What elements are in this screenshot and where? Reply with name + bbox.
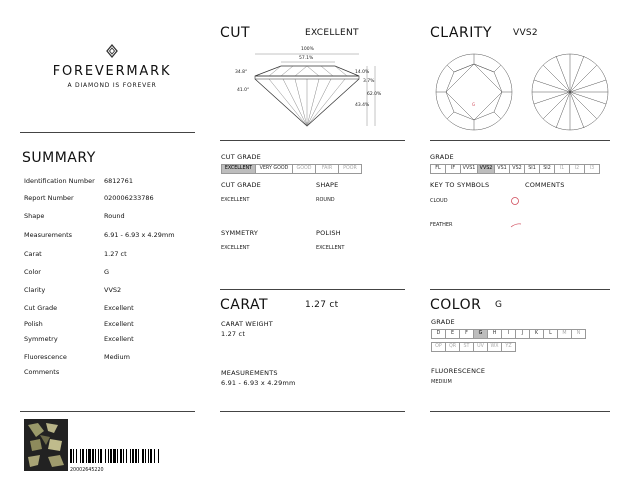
scale-cell: VERY GOOD — [255, 164, 292, 174]
summary-row-value: 6.91 - 6.93 x 4.29mm — [104, 231, 175, 239]
summary-row-label: Fluorescence — [24, 353, 67, 361]
summary-row-value: Excellent — [104, 335, 134, 343]
summary-row-value: G — [104, 268, 110, 276]
scale-cell: E — [445, 329, 459, 339]
summary-row-label: Cut Grade — [24, 304, 58, 312]
scale-cell: WX — [487, 342, 501, 352]
summary-row-label: Identification Number — [24, 177, 95, 185]
summary-row-label: Clarity — [24, 286, 46, 294]
scale-cell: F — [459, 329, 473, 339]
scale-cell: YZ — [501, 342, 516, 352]
color-grade-scale-row2 — [431, 342, 516, 352]
cut-field-label: SHAPE — [316, 181, 339, 189]
cut-rule — [220, 140, 405, 141]
scale-cell: IF — [445, 164, 460, 174]
diagram-total-depth: 62.0% — [367, 92, 382, 97]
clarity-grade-value: VVS2 — [513, 28, 538, 38]
summary-title: SUMMARY — [22, 150, 96, 166]
summary-row-label: Measurements — [24, 231, 73, 239]
scale-cell: N — [571, 329, 586, 339]
cut-title: CUT — [220, 25, 251, 41]
carat-top-rule — [220, 289, 405, 290]
scale-cell: L — [543, 329, 557, 339]
diamond-photo — [24, 419, 68, 471]
summary-row-value: Round — [104, 212, 125, 220]
diamond-logo-icon — [106, 44, 118, 58]
comments-label: COMMENTS — [525, 181, 565, 189]
summary-row-label: Shape — [24, 212, 45, 220]
carat-weight-value: 1.27 ct — [221, 330, 246, 338]
summary-row-value: Excellent — [104, 320, 134, 328]
diagram-top: 100% — [301, 47, 314, 52]
scale-cell: GOOD — [292, 164, 315, 174]
summary-row-value: Excellent — [104, 304, 134, 312]
cut-field-label: CUT GRADE — [221, 181, 261, 189]
scale-cell: SI1 — [524, 164, 539, 174]
scale-cell: QR — [445, 342, 459, 352]
summary-row-value: 6812761 — [104, 177, 133, 185]
carat-weight-label: CARAT WEIGHT — [221, 320, 273, 328]
brand-name: FOREVERMARK — [52, 64, 172, 79]
barcode — [70, 448, 194, 473]
left-top-rule — [20, 132, 195, 133]
summary-row-label: Report Number — [24, 194, 74, 202]
scale-cell: K — [529, 329, 543, 339]
scale-cell: I1 — [554, 164, 569, 174]
carat-title: CARAT — [220, 297, 269, 313]
clarity-title: CLARITY — [430, 25, 492, 41]
scale-cell: VS2 — [509, 164, 524, 174]
cut-field-label: POLISH — [316, 229, 341, 237]
scale-cell: G — [473, 329, 487, 339]
barcode-number: 20002645220 — [70, 468, 104, 473]
scale-cell: I3 — [584, 164, 600, 174]
cut-grade-scale-label: CUT GRADE — [221, 153, 261, 161]
symbol-feather-label: FEATHER — [430, 222, 453, 228]
key-to-symbols-label: KEY TO SYMBOLS — [430, 181, 490, 189]
clarity-grade-label: GRADE — [430, 153, 454, 161]
barcode-graphic — [70, 449, 194, 463]
measurements-value: 6.91 - 6.93 x 4.29mm — [221, 379, 296, 387]
summary-row-label: Comments — [24, 368, 60, 376]
clarity-grade-scale — [430, 164, 600, 174]
scale-cell: J — [515, 329, 529, 339]
diagram-pavilion-angle: 41.0° — [237, 88, 250, 93]
summary-row-label: Polish — [24, 320, 43, 328]
brand-tagline: A DIAMOND IS FOREVER — [67, 82, 157, 89]
summary-row-label: Carat — [24, 250, 42, 258]
cut-field-value: EXCELLENT — [316, 245, 345, 251]
diagram-pavilion-depth: 43.4% — [355, 103, 370, 108]
cut-field-label: SYMMETRY — [221, 229, 259, 237]
cloud-symbol-icon — [510, 196, 520, 206]
clarity-rule — [430, 140, 610, 141]
summary-row-label: Symmetry — [24, 335, 58, 343]
summary-row-label: Color — [24, 268, 41, 276]
symbol-cloud-label: CLOUD — [430, 198, 448, 204]
fluorescence-label: FLUORESCENCE — [431, 367, 486, 375]
diagram-table: 57.1% — [299, 56, 314, 61]
scale-cell: VVS1 — [460, 164, 477, 174]
diagram-crown-angle: 34.8° — [235, 70, 248, 75]
cut-field-value: EXCELLENT — [221, 197, 250, 203]
scale-cell: D — [431, 329, 445, 339]
color-title: COLOR — [430, 297, 482, 313]
measurements-label: MEASUREMENTS — [221, 369, 278, 377]
clarity-plot — [432, 52, 612, 134]
scale-cell: ST — [459, 342, 473, 352]
fluorescence-value: MEDIUM — [431, 379, 452, 385]
scale-cell: FAIR — [315, 164, 338, 174]
color-bottom-rule — [430, 411, 610, 412]
cut-field-value: ROUND — [316, 197, 335, 203]
scale-cell: FL — [430, 164, 445, 174]
scale-cell: VVS2 — [477, 164, 494, 174]
cut-grade-value: EXCELLENT — [305, 28, 359, 38]
forevermark-logo — [52, 44, 172, 89]
color-grade-scale-row1 — [431, 329, 586, 339]
scale-cell: SI2 — [539, 164, 554, 174]
scale-cell: H — [487, 329, 501, 339]
carat-value: 1.27 ct — [305, 300, 339, 310]
color-value: G — [495, 300, 503, 310]
summary-row-value: Medium — [104, 353, 130, 361]
scale-cell: I2 — [569, 164, 584, 174]
summary-row-value: 1.27 ct — [104, 250, 127, 258]
scale-cell: EXCELLENT — [221, 164, 255, 174]
summary-row-value: VVS2 — [104, 286, 122, 294]
color-top-rule — [430, 289, 610, 290]
left-bottom-rule — [20, 411, 195, 412]
cut-field-value: EXCELLENT — [221, 245, 250, 251]
feather-symbol-icon — [510, 221, 522, 229]
scale-cell: I — [501, 329, 515, 339]
scale-cell: VS1 — [494, 164, 509, 174]
carat-bottom-rule — [220, 411, 405, 412]
diagram-girdle: 3.7% — [363, 79, 375, 84]
summary-row-value: 020006233786 — [104, 194, 154, 202]
scale-cell: OP — [431, 342, 445, 352]
proportions-diagram — [235, 48, 385, 130]
scale-cell: POOR — [338, 164, 362, 174]
scale-cell: M — [557, 329, 571, 339]
scale-cell: UV — [473, 342, 487, 352]
diagram-crown-height: 14.0% — [355, 70, 370, 75]
clarity-plot-mark: G — [472, 102, 476, 107]
cut-grade-scale — [221, 164, 362, 174]
color-grade-label: GRADE — [431, 318, 455, 326]
